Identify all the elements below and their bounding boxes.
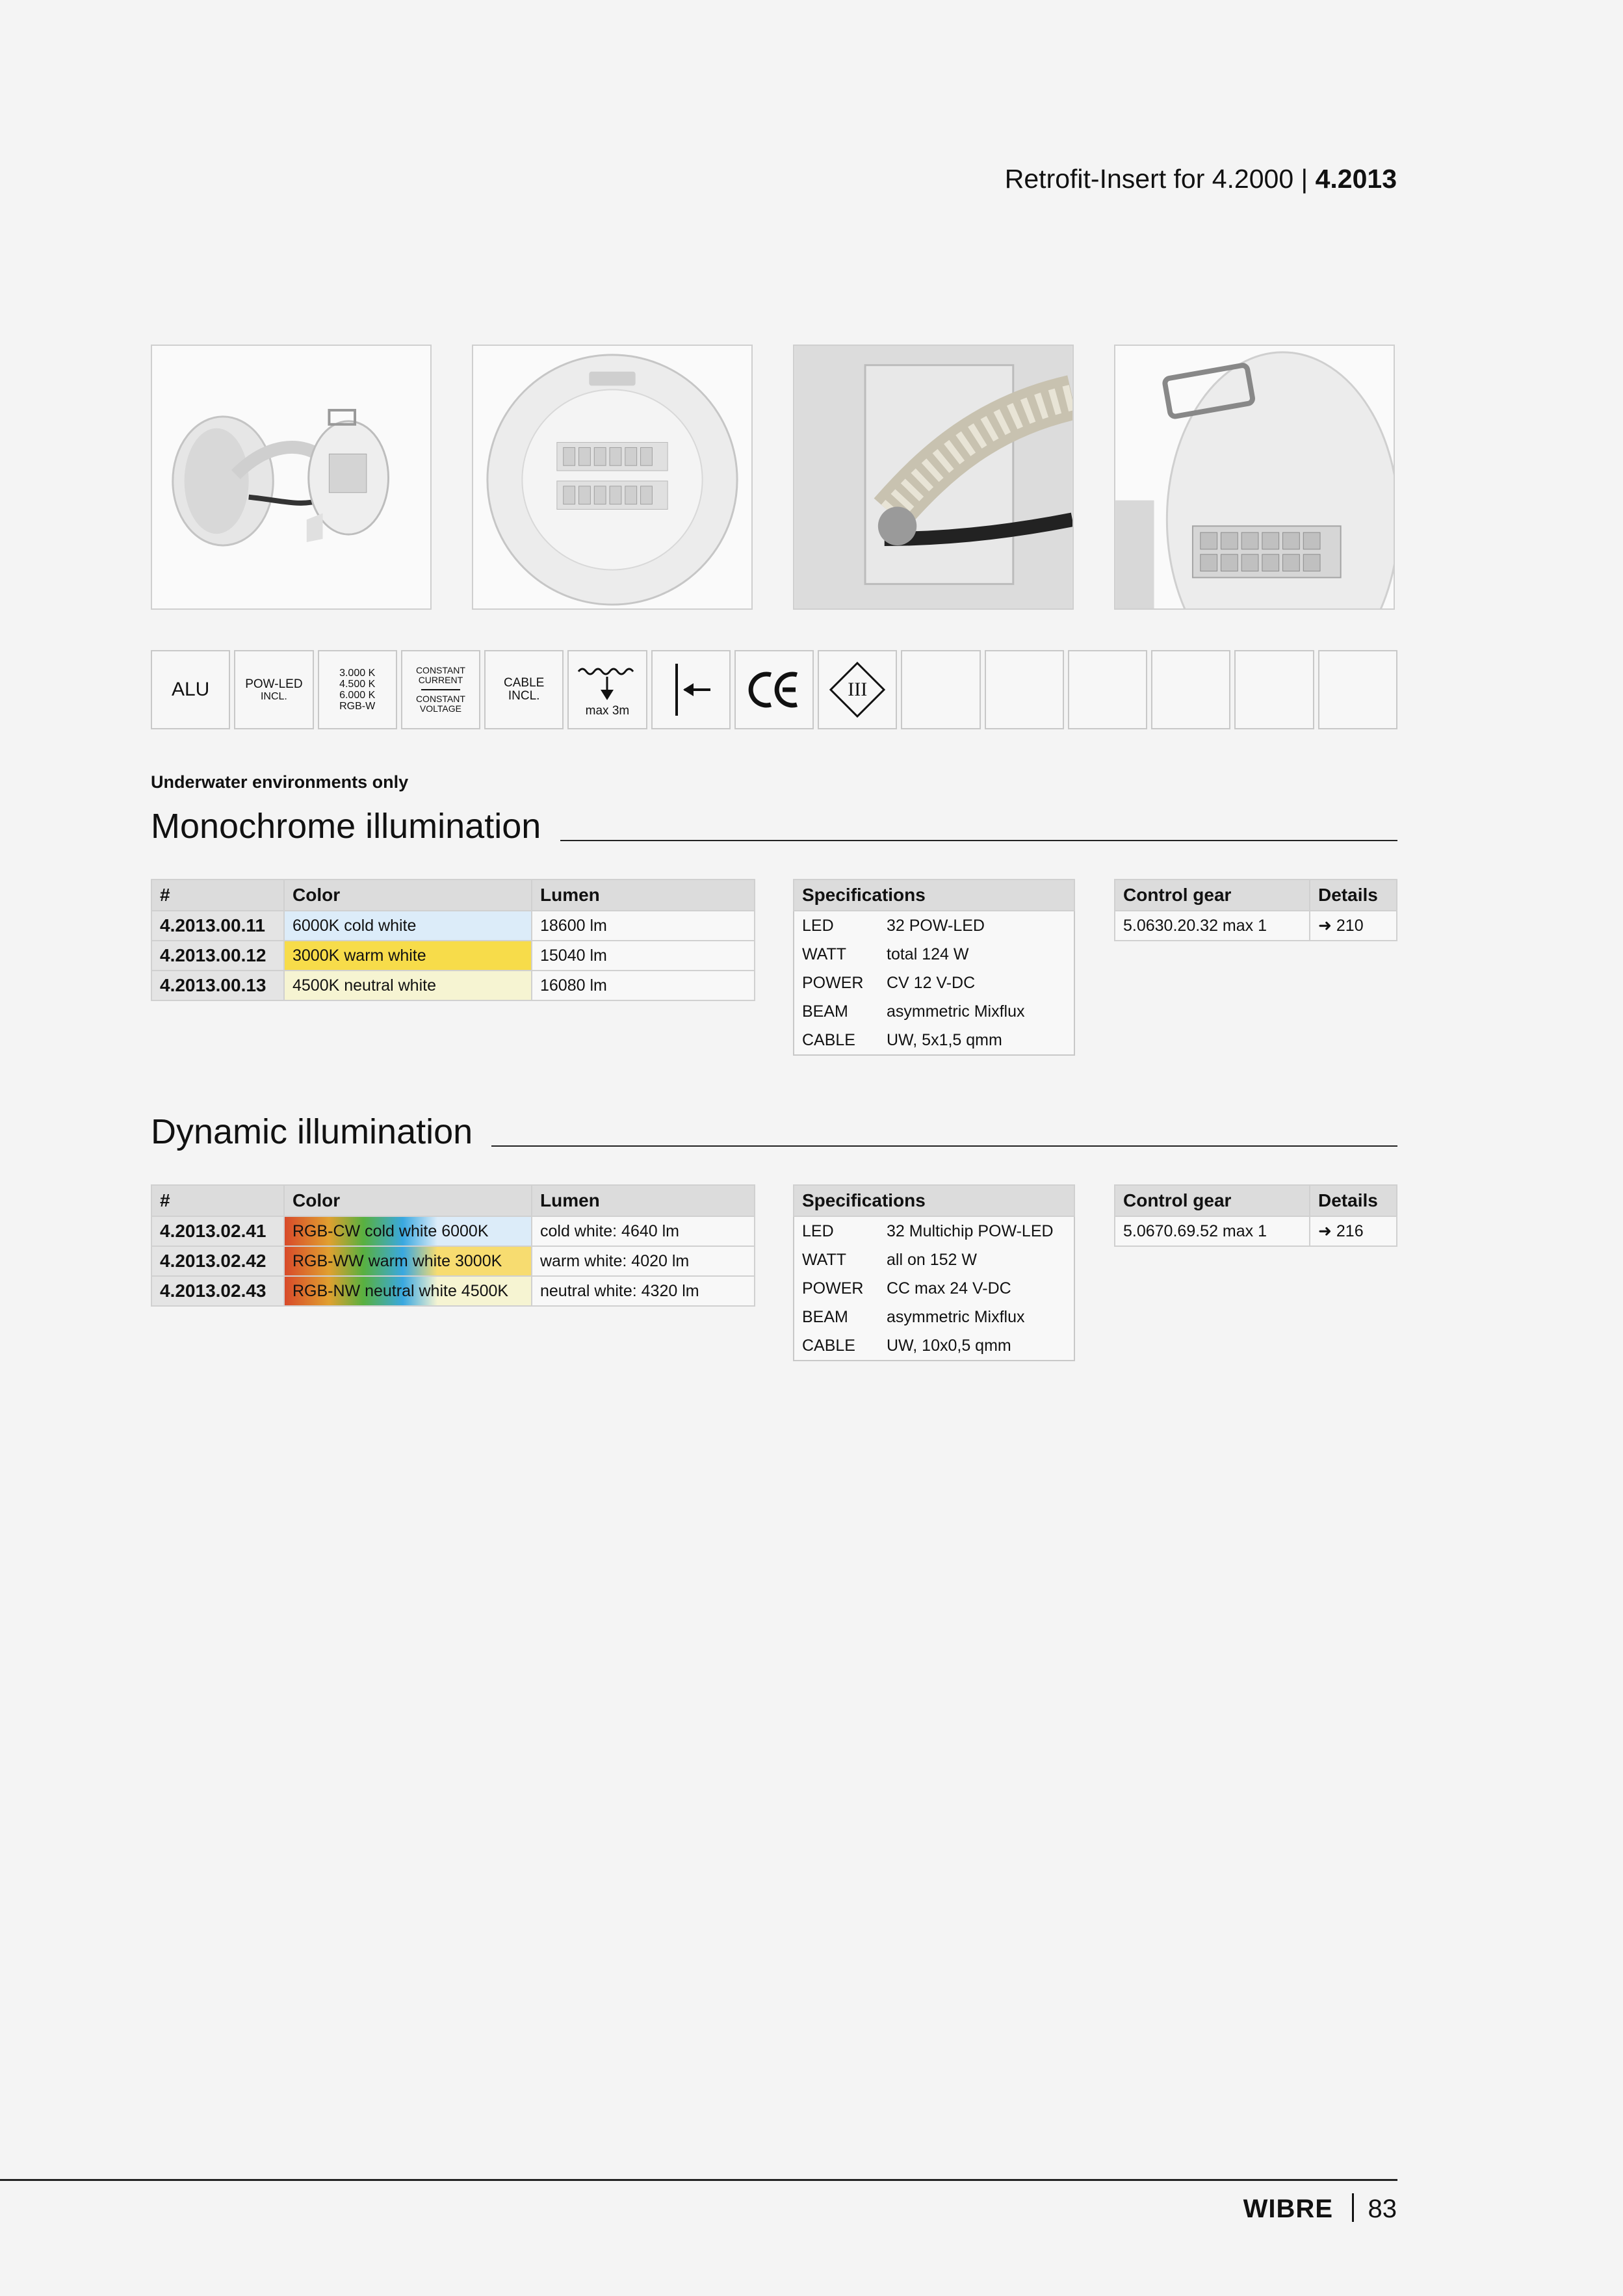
feature-icon-row (151, 650, 1397, 729)
spec-row (794, 1331, 1074, 1361)
dynamic-specifications-table (793, 1184, 1075, 1361)
table-row (151, 911, 755, 941)
spec-value: 32 Multichip POW-LED (879, 1216, 1074, 1246)
lumen-cell: 16080 lm (532, 971, 755, 1000)
ce-mark-icon (734, 650, 814, 729)
color-cell: 6000K cold white (284, 911, 532, 941)
column-header: Lumen (532, 1185, 755, 1216)
spec-value: UW, 5x1,5 qmm (879, 1026, 1074, 1055)
product-photo-front (472, 345, 753, 610)
table-row (151, 1276, 755, 1306)
table-row (1115, 1216, 1397, 1246)
article-number: 4.2013.02.43 (151, 1276, 284, 1306)
header-product-code: 4.2013 (1315, 164, 1397, 194)
section-title-monochrome: Monochrome illumination (151, 807, 541, 846)
usage-note: Underwater environments only (151, 772, 409, 792)
spec-row (794, 940, 1074, 969)
section-title-dynamic: Dynamic illumination (151, 1112, 473, 1151)
page-header-title (1005, 164, 1397, 194)
spec-value: all on 152 W (879, 1246, 1074, 1274)
monochrome-specifications-table (793, 879, 1075, 1056)
monochrome-control-gear-table (1114, 879, 1397, 941)
color-cell: RGB-NW neutral white 4500K (284, 1276, 532, 1306)
table-row (151, 1246, 755, 1276)
alu-icon: ALU (151, 650, 230, 729)
spec-value: CV 12 V-DC (879, 969, 1074, 997)
spec-row (794, 1274, 1074, 1303)
spec-value: UW, 10x0,5 qmm (879, 1331, 1074, 1361)
spec-key: WATT (794, 1246, 879, 1274)
table-row (151, 971, 755, 1000)
color-cell: 4500K neutral white (284, 971, 532, 1000)
column-header: Control gear (1115, 1185, 1310, 1216)
details-link[interactable]: ➜ 210 (1310, 911, 1397, 941)
footer-rule (0, 2179, 1397, 2181)
article-number: 4.2013.02.42 (151, 1246, 284, 1276)
lumen-cell: 15040 lm (532, 941, 755, 971)
dynamic-product-table (151, 1184, 755, 1307)
header-title-prefix: Retrofit-Insert for 4.2000 | (1004, 164, 1308, 194)
empty-icon-slot (1151, 650, 1230, 729)
product-photo-cable-detail (793, 345, 1074, 610)
article-number: 4.2013.02.41 (151, 1216, 284, 1246)
specifications-header: Specifications (794, 880, 1074, 911)
column-header: Lumen (532, 880, 755, 911)
constant-current-voltage-icon: CONSTANT CURRENT CONSTANT VOLTAGE (401, 650, 480, 729)
spec-row (794, 1026, 1074, 1055)
section-rule (560, 840, 1397, 841)
column-header: # (151, 880, 284, 911)
color-temperature-icon: 3.000 K 4.500 K 6.000 K RGB-W (318, 650, 397, 729)
column-header: # (151, 1185, 284, 1216)
mounting-direction-icon (651, 650, 731, 729)
spec-value: asymmetric Mixflux (879, 1303, 1074, 1331)
empty-icon-slot (1234, 650, 1314, 729)
article-number: 4.2013.00.13 (151, 971, 284, 1000)
pow-led-incl-icon: POW-LED INCL. (234, 650, 313, 729)
color-cell: RGB-CW cold white 6000K (284, 1216, 532, 1246)
color-cell: RGB-WW warm white 3000K (284, 1246, 532, 1276)
section-rule (491, 1145, 1397, 1147)
spec-row (794, 1216, 1074, 1246)
cable-incl-icon: CABLE INCL. (484, 650, 564, 729)
column-header: Details (1310, 880, 1397, 911)
lumen-cell: cold white: 4640 lm (532, 1216, 755, 1246)
color-cell: 3000K warm white (284, 941, 532, 971)
table-row (151, 1216, 755, 1246)
spec-value: asymmetric Mixflux (879, 997, 1074, 1026)
spec-row (794, 911, 1074, 940)
spec-value: CC max 24 V-DC (879, 1274, 1074, 1303)
spec-row (794, 997, 1074, 1026)
spec-key: BEAM (794, 997, 879, 1026)
control-gear-cell: 5.0630.20.32 max 1 (1115, 911, 1310, 941)
spec-row (794, 969, 1074, 997)
spec-key: POWER (794, 969, 879, 997)
table-row (1115, 911, 1397, 941)
protection-class-iii-icon: III (818, 650, 897, 729)
empty-icon-slot (1068, 650, 1147, 729)
spec-row (794, 1303, 1074, 1331)
empty-icon-slot (901, 650, 980, 729)
dynamic-control-gear-table (1114, 1184, 1397, 1247)
specifications-header: Specifications (794, 1185, 1074, 1216)
product-photo-side (151, 345, 432, 610)
spec-value: total 124 W (879, 940, 1074, 969)
spec-key: LED (794, 1216, 879, 1246)
spec-key: BEAM (794, 1303, 879, 1331)
spec-key: CABLE (794, 1026, 879, 1055)
brand-logo: WIBRE (1243, 2195, 1333, 2223)
article-number: 4.2013.00.11 (151, 911, 284, 941)
details-link[interactable]: ➜ 216 (1310, 1216, 1397, 1246)
spec-key: POWER (794, 1274, 879, 1303)
article-number: 4.2013.00.12 (151, 941, 284, 971)
spec-value: 32 POW-LED (879, 911, 1074, 940)
table-row (151, 941, 755, 971)
column-header: Color (284, 880, 532, 911)
lumen-cell: warm white: 4020 lm (532, 1246, 755, 1276)
lumen-cell: neutral white: 4320 lm (532, 1276, 755, 1306)
spec-row (794, 1246, 1074, 1274)
footer-separator (1352, 2193, 1354, 2222)
spec-key: CABLE (794, 1331, 879, 1361)
column-header: Details (1310, 1185, 1397, 1216)
lumen-cell: 18600 lm (532, 911, 755, 941)
control-gear-cell: 5.0670.69.52 max 1 (1115, 1216, 1310, 1246)
spec-key: WATT (794, 940, 879, 969)
product-photo-closeup (1114, 345, 1395, 610)
spec-key: LED (794, 911, 879, 940)
water-depth-icon: max 3m (567, 650, 647, 729)
empty-icon-slot (985, 650, 1064, 729)
monochrome-product-table (151, 879, 755, 1001)
page-number: 83 (1368, 2195, 1397, 2223)
empty-icon-slot (1318, 650, 1397, 729)
column-header: Color (284, 1185, 532, 1216)
column-header: Control gear (1115, 880, 1310, 911)
